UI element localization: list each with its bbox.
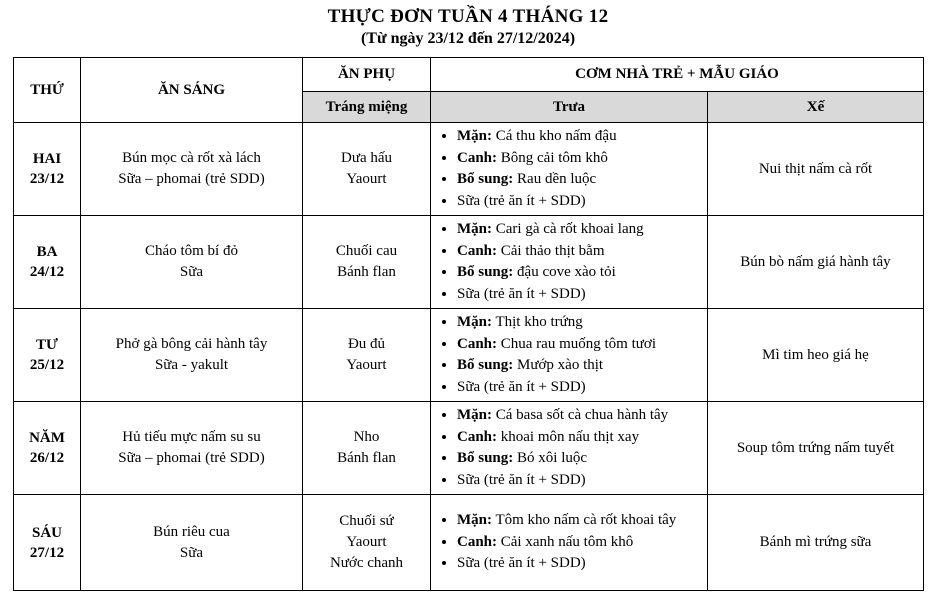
lunch-list: • Mặn: Cá basa sốt cà chua hành tây • Canh: khoai môn nấu thịt xay • Bổ sung: Bó xôi luộc • Sữa (trẻ ăn ít + SDD): [457, 405, 703, 491]
day-cell: SÁU 27/12: [14, 495, 81, 591]
header-breakfast: ĂN SÁNG: [81, 58, 303, 123]
afternoon-cell: Bún bò nấm giá hành tây: [708, 216, 924, 309]
header-dessert: Tráng miệng: [303, 92, 431, 123]
dessert-cell: Dưa hấu Yaourt: [303, 123, 431, 216]
afternoon-cell: Nui thịt nấm cà rốt: [708, 123, 924, 216]
dessert-cell: Đu đủ Yaourt: [303, 309, 431, 402]
header-snack-group: ĂN PHỤ: [303, 58, 431, 92]
breakfast-cell: Bún riêu cua Sữa: [81, 495, 303, 591]
menu-table: [13, 57, 924, 591]
table-row-tuesday: [14, 216, 924, 309]
table-row-wednesday: [14, 309, 924, 402]
breakfast-cell: Phở gà bông cải hành tây Sữa - yakult: [81, 309, 303, 402]
page-title: THỰC ĐƠN TUẦN 4 THÁNG 12: [327, 6, 609, 27]
afternoon-cell: Soup tôm trứng nấm tuyết: [708, 402, 924, 495]
page-subtitle: (Từ ngày 23/12 đến 27/12/2024): [360, 30, 576, 47]
title-block: [13, 6, 923, 48]
header-day: THỨ: [14, 58, 81, 123]
table-row-friday: [14, 495, 924, 591]
breakfast-cell: Bún mọc cà rốt xà lách Sữa – phomai (trẻ SDD): [81, 123, 303, 216]
dessert-cell: Nho Bánh flan: [303, 402, 431, 495]
day-cell: HAI 23/12: [14, 123, 81, 216]
menu-table-body: [14, 123, 924, 591]
breakfast-cell: Hủ tiếu mực nấm su su Sữa – phomai (trẻ SDD): [81, 402, 303, 495]
lunch-cell: [431, 402, 708, 495]
lunch-cell: [431, 123, 708, 216]
day-cell: NĂM 26/12: [14, 402, 81, 495]
afternoon-cell: Mì tim heo giá hẹ: [708, 309, 924, 402]
lunch-list: • Mặn: Tôm kho nấm cà rốt khoai tây • Canh: Cải xanh nấu tôm khô • Sữa (trẻ ăn ít + SDD): [457, 510, 703, 575]
day-cell: BA 24/12: [14, 216, 81, 309]
day-cell: TƯ 25/12: [14, 309, 81, 402]
header-afternoon: Xế: [708, 92, 924, 123]
breakfast-cell: Cháo tôm bí đỏ Sữa: [81, 216, 303, 309]
lunch-list: • Mặn: Thịt kho trứng • Canh: Chua rau muống tôm tươi • Bổ sung: Mướp xào thịt • Sữa (trẻ ăn ít + SDD): [457, 312, 703, 398]
table-row-monday: [14, 123, 924, 216]
lunch-list: • Mặn: Cari gà cà rốt khoai lang • Canh: Cải thảo thịt bằm • Bổ sung: đậu cove xào tỏi • Sữa (trẻ ăn ít + SDD): [457, 219, 703, 305]
afternoon-cell: Bánh mì trứng sữa: [708, 495, 924, 591]
menu-document: [0, 6, 941, 605]
lunch-cell: [431, 495, 708, 591]
lunch-cell: [431, 309, 708, 402]
header-meal-group: CƠM NHÀ TRẺ + MẪU GIÁO: [431, 58, 924, 92]
lunch-list: • Mặn: Cá thu kho nấm đậu • Canh: Bông cải tôm khô • Bổ sung: Rau dền luộc • Sữa (trẻ ăn ít + SDD): [457, 126, 703, 212]
table-row-thursday: [14, 402, 924, 495]
header-lunch: Trưa: [431, 92, 708, 123]
dessert-cell: Chuối sứ Yaourt Nước chanh: [303, 495, 431, 591]
lunch-cell: [431, 216, 708, 309]
dessert-cell: Chuối cau Bánh flan: [303, 216, 431, 309]
